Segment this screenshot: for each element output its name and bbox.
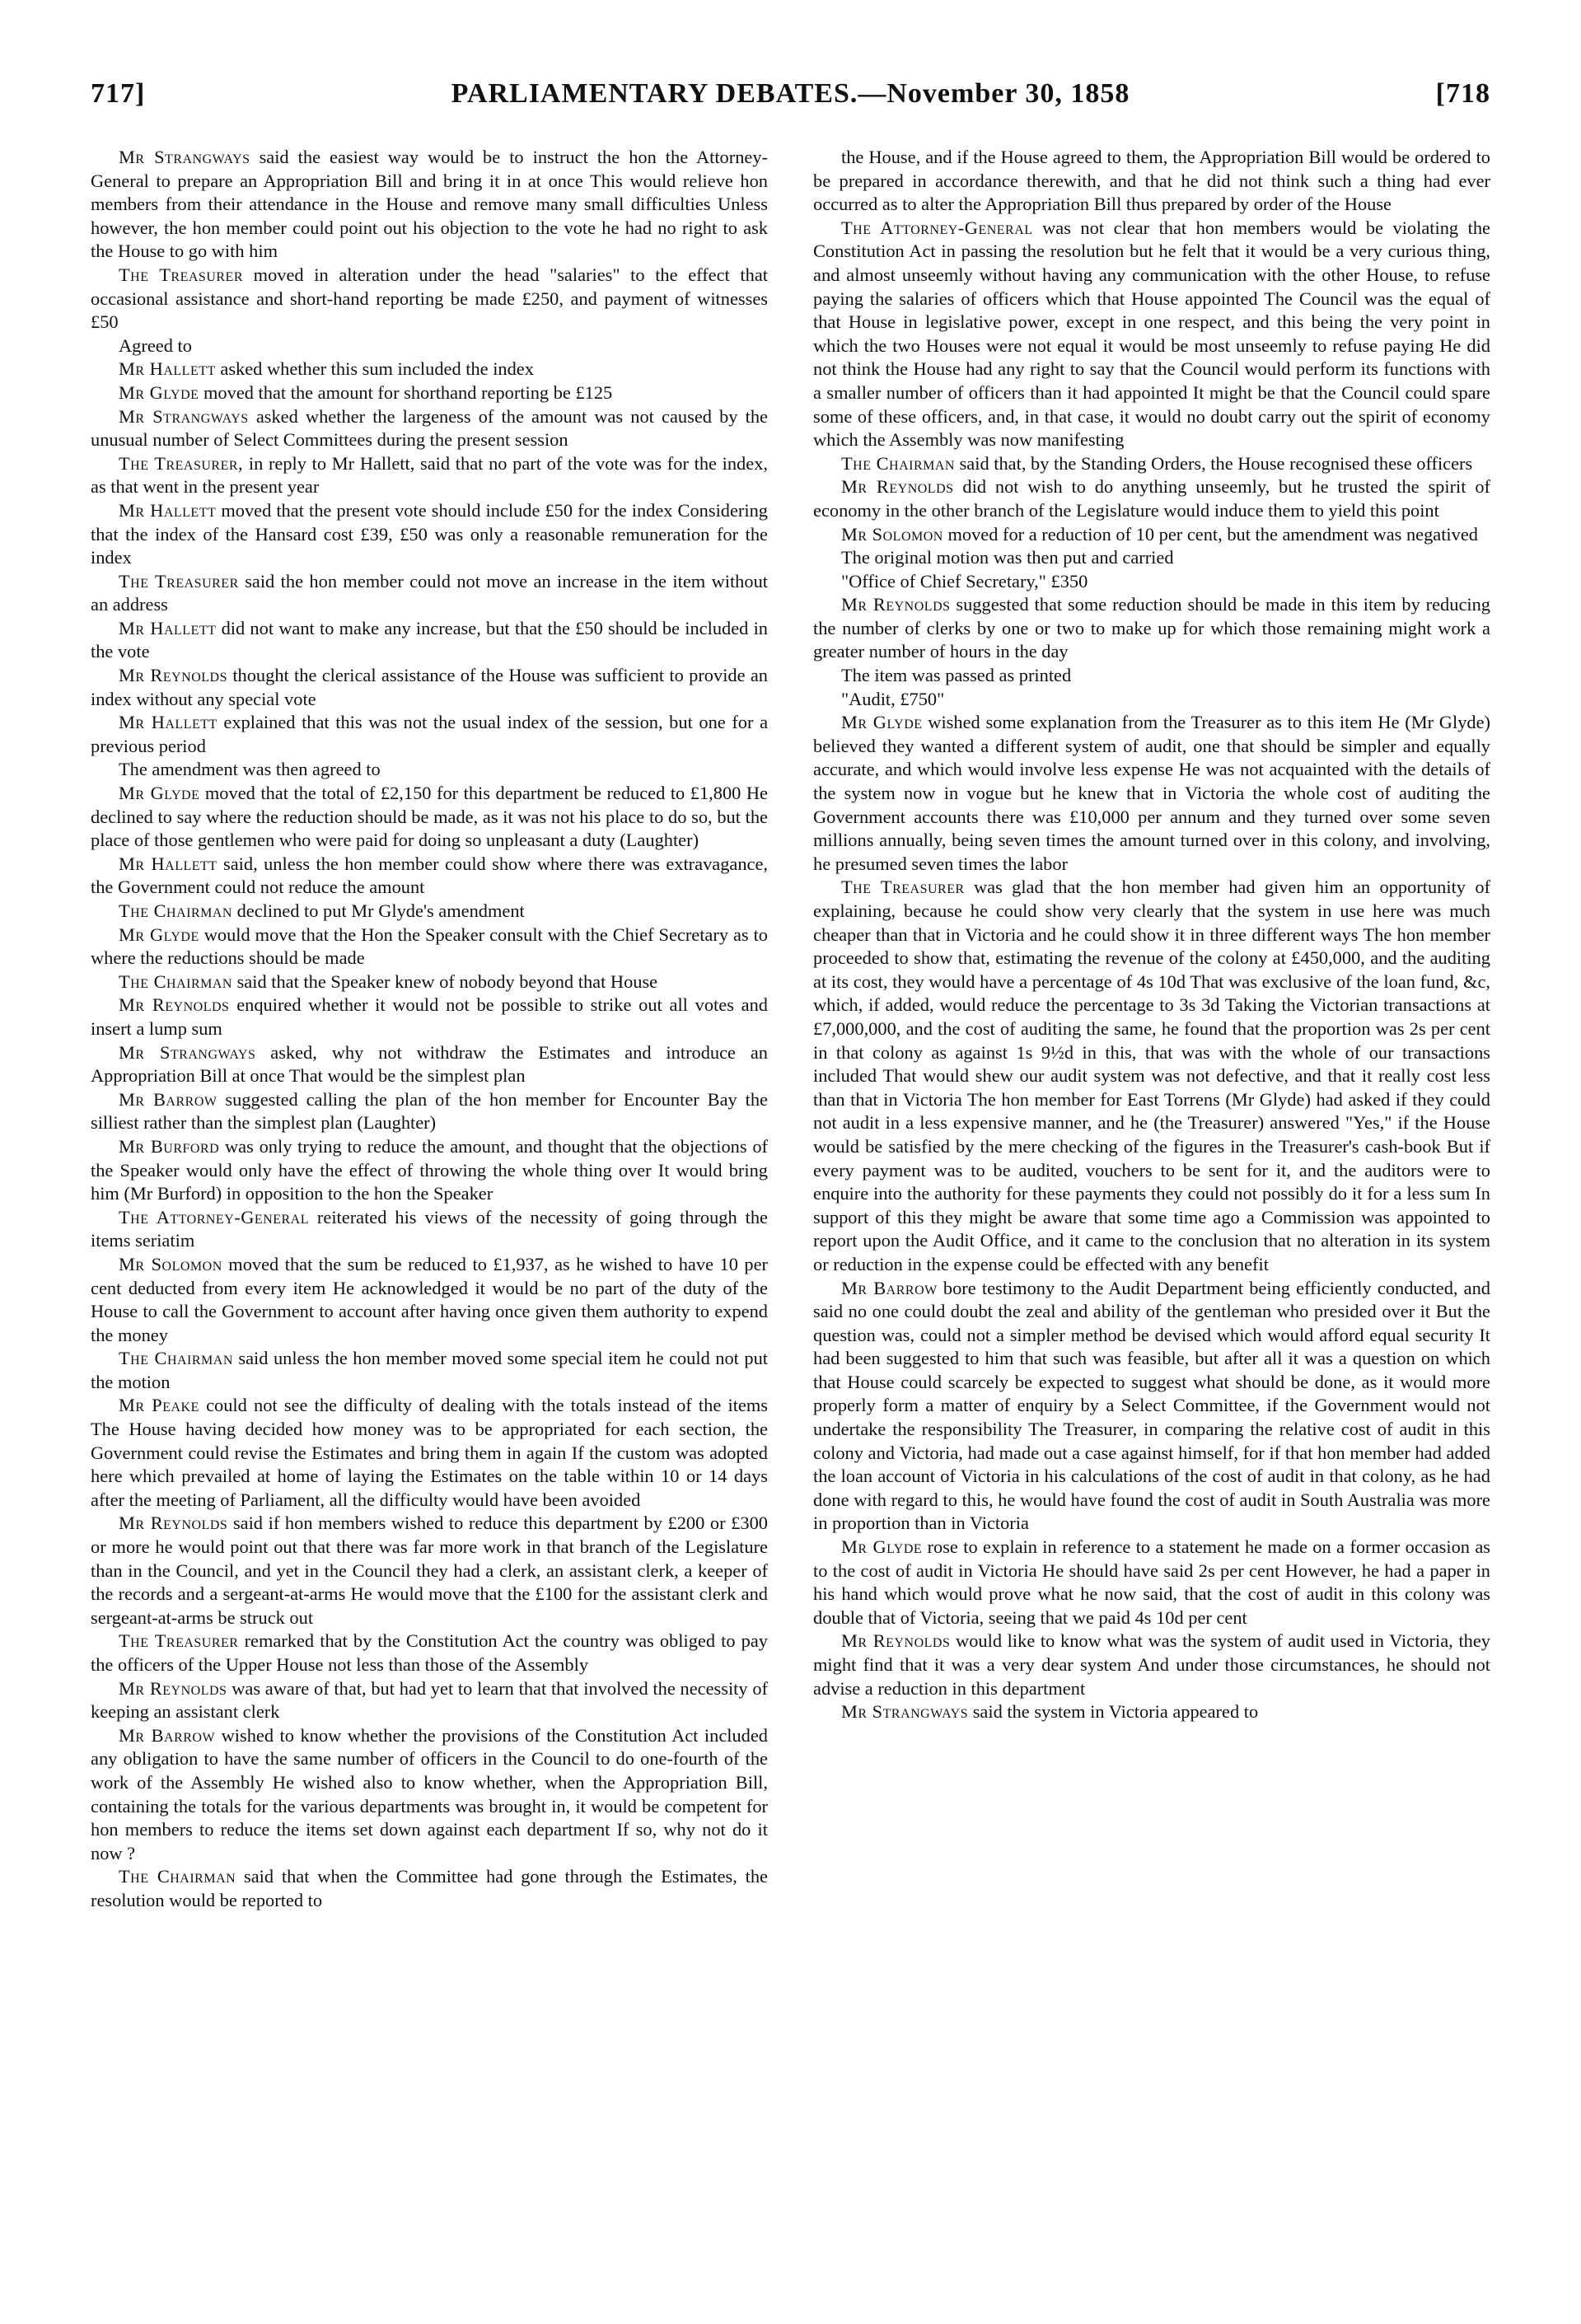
speaker-name: The Treasurer bbox=[119, 570, 239, 592]
speech-text: moved for a reduction of 10 per cent, but the amendment was negatived bbox=[947, 523, 1478, 545]
speech-text: said if hon members wished to reduce this department by £200 or £300 or more he would point out that there was far more work in that branch of the Legislature than in the Council, and yet in the Council they had a clerk, an assistant clerk, a keeper of the records and a sergeant-at-arms He would move that the £100 for the assistant clerk and sergeant-at-arms be struck out bbox=[91, 1513, 768, 1628]
left-column bbox=[91, 146, 768, 1913]
speech-text: moved that the sum be reduced to £1,937, as he wished to have 10 per cent deducted from every item He acknowledged it would be no part of the duty of the House to call the Government to account after having once given them authority to expend the money bbox=[91, 1253, 768, 1345]
speaker-name: Mr Solomon bbox=[841, 523, 943, 545]
speech-text: the House, and if the House agreed to them, the Appropriation Bill would be ordered to be prepared in accordance therewith, and that he did not think such a thing had ever occurred as to alter the Appropriation Bill thus prepared by order of the House bbox=[813, 147, 1490, 215]
speech-text: enquired whether it would not be possible to strike out all votes and insert a lump sum bbox=[91, 994, 768, 1039]
speaker-name: Mr Glyde bbox=[841, 1536, 923, 1558]
speaker-name: Mr Hallett bbox=[119, 853, 218, 874]
speech-text: could not see the difficulty of dealing with the totals instead of the items The House having decided how money was to be appropriated for each section, the Government could revise the Estimates and bring them in again If the custom was adopted here which prevailed at home of laying the Estimates on the table within 10 or 14 days after the meeting of Parliament, all the difficulty would have been avoided bbox=[91, 1395, 768, 1510]
running-title: PARLIAMENTARY DEBATES.—November 30, 1858 bbox=[451, 78, 1130, 109]
text-columns bbox=[91, 146, 1490, 1913]
speech-text: wished to know whether the provisions of the Constitution Act included any obligation to have the same number of officers in the Council to do one-fourth of the work of the Assembly He wished also to know whether, when the Appropriation Bill, containing the totals for the various departments was brought in, it would be competent for hon members to reduce the items set down against each department If so, why not do it now ? bbox=[91, 1724, 769, 1863]
speech-text: said the hon member could not move an increase in the item without an address bbox=[91, 570, 768, 615]
speech-text: rose to explain in reference to a statement he made on a former occasion as to the cost of audit in Victoria He should have said 2s per cent However, he had a paper in his hand which would prove what he now said, that the cost of audit in this colony was double that of Victoria, seeing that we paid 4s 10d per cent bbox=[813, 1536, 1491, 1628]
speech-text: explained that this was not the usual index of the session, but one for a previous period bbox=[91, 712, 769, 756]
speech-text: said the system in Victoria appeared to bbox=[972, 1701, 1259, 1723]
paragraph bbox=[91, 570, 768, 617]
page-header bbox=[91, 78, 1490, 110]
speaker-name: Mr Strangways bbox=[119, 1041, 256, 1063]
paragraph bbox=[813, 1700, 1490, 1724]
paragraph bbox=[91, 358, 768, 381]
paragraph bbox=[91, 146, 768, 264]
speech-text: asked whether the largeness of the amount was not caused by the unusual number of Select Committees during the present session bbox=[91, 405, 768, 451]
speaker-name: Mr Reynolds bbox=[119, 665, 227, 686]
speaker-name: Mr Barrow bbox=[119, 1088, 218, 1110]
speaker-name: The Treasurer, bbox=[119, 452, 244, 474]
speaker-name: The Attorney-General bbox=[841, 217, 1033, 238]
paragraph bbox=[91, 264, 768, 334]
speaker-name: The Chairman bbox=[119, 1348, 233, 1369]
paragraph bbox=[91, 758, 768, 782]
speech-text: remarked that by the Constitution Act the country was obliged to pay the officers of the Upper House not less than those of the Assembly bbox=[91, 1630, 768, 1675]
speaker-name: The Attorney-General bbox=[119, 1206, 309, 1227]
speaker-name: Mr Strangways bbox=[841, 1701, 969, 1723]
paragraph bbox=[813, 688, 1490, 712]
speech-text: did not want to make any increase, but that the £50 should be included in the vote bbox=[91, 617, 768, 662]
speaker-name: Mr Glyde bbox=[119, 381, 199, 403]
paragraph bbox=[813, 1630, 1490, 1700]
speech-text: declined to put Mr Glyde's amendment bbox=[236, 900, 525, 921]
paragraph bbox=[813, 452, 1490, 476]
speaker-name: Mr Burford bbox=[119, 1135, 220, 1157]
speech-text: reiterated his views of the necessity of going through the items seriatim bbox=[91, 1206, 768, 1251]
speaker-name: The Chairman bbox=[119, 1866, 236, 1887]
speaker-name: Mr Reynolds bbox=[841, 1630, 951, 1652]
speech-text: said the easiest way would be to instruct the hon the Attorney-General to prepare an Appropriation Bill and bring it in at once This would relieve hon members from their attendance in the House and remove many small difficulties Unless however, the hon member could point out his objection to the vote he had no right to ask the House to go with him bbox=[91, 147, 768, 262]
speaker-name: The Chairman bbox=[119, 900, 232, 921]
speech-text: was only trying to reduce the amount, and thought that the objections of the Speaker would only have the effect of throwing the whole thing over It would bring him (Mr Burford) in opposition to the hon the Speaker bbox=[91, 1135, 768, 1204]
speech-text: said unless the hon member moved some special item he could not put the motion bbox=[91, 1348, 768, 1392]
speech-text: bore testimony to the Audit Department being efficiently conducted, and said no one could doubt the zeal and ability of the gentleman who presided over it But the question was, could not a simpler method be devised which would afford equal security It had been suggested to him that such was feasible, but after all it was a question on which that House could scarcely be expected to suggest what should be done, as it would more properly form a matter of enquiry by a Select Committee, if the Government would not undertake the responsibility The Treasurer, in comparing the relative cost of audit in this colony and Victoria, had made out a case against himself, for if that hon member had added the loan account of Victoria in his calculations of the cost of audit in that colony, as he had done with regard to this, he would have found the cost of audit in South Australia was more in proportion than in Victoria bbox=[813, 1277, 1490, 1534]
paragraph bbox=[91, 334, 768, 358]
paragraph bbox=[91, 381, 768, 405]
speech-text: suggested calling the plan of the hon member for Encounter Bay the silliest rather than the simplest plan (Laughter) bbox=[91, 1088, 768, 1134]
speech-text: The item was passed as printed bbox=[841, 665, 1072, 686]
speaker-name: Mr Strangways bbox=[119, 147, 250, 167]
speech-text: said, unless the hon member could show where there was extravagance, the Government could not reduce the amount bbox=[91, 853, 769, 898]
speech-text: was aware of that, but had yet to learn that that involved the necessity of keeping an assistant clerk bbox=[91, 1677, 768, 1723]
speech-text: "Audit, £750" bbox=[841, 688, 945, 709]
speaker-name: Mr Hallett bbox=[119, 499, 217, 521]
speech-text: asked, why not withdraw the Estimates and introduce an Appropriation Bill at once That would be the simplest plan bbox=[91, 1041, 768, 1087]
paragraph bbox=[91, 1206, 768, 1253]
speech-text: "Office of Chief Secretary," £350 bbox=[841, 570, 1088, 592]
paragraph bbox=[813, 523, 1490, 547]
paragraph bbox=[813, 1536, 1490, 1630]
speaker-name: Mr Hallett bbox=[119, 358, 216, 380]
paragraph bbox=[91, 1630, 768, 1676]
paragraph bbox=[813, 217, 1490, 452]
speaker-name: Mr Reynolds bbox=[119, 1677, 227, 1699]
paragraph bbox=[91, 1041, 768, 1088]
paragraph bbox=[91, 1865, 768, 1912]
speech-text: said that when the Committee had gone through the Estimates, the resolution would be reported to bbox=[91, 1866, 768, 1910]
paragraph bbox=[813, 711, 1490, 876]
paragraph bbox=[813, 146, 1490, 217]
paragraph bbox=[91, 711, 768, 758]
speech-text: would like to know what was the system of audit used in Victoria, they might find that it was a very dear system And under those circumstances, he should not advise a reduction in this department bbox=[813, 1630, 1490, 1699]
speech-text: was not clear that hon members would be violating the Constitution Act in passing the resolution but he felt that it would be a very curious thing, and almost unseemly without having any communication with the other House, to refuse paying the salaries of officers which that House appointed The Council was the equal of that House in legislative power, except in one respect, and this being the very point in which the two Houses were not equal it would be most unseemly to refuse paying He did not think the House had any right to say that the Council would perform its functions with a smaller number of officers than it had appointed It might be that the Council could spare some of these officers, and, in that case, it would no doubt carry out the spirit of economy which the Assembly was now manifesting bbox=[813, 217, 1490, 451]
left-page-number: 717] bbox=[91, 78, 146, 109]
paragraph bbox=[813, 876, 1490, 1276]
paragraph bbox=[813, 546, 1490, 570]
speech-text: suggested that some reduction should be made in this item by reducing the number of clerks by one or two to make up for which those remaining might work a greater number of hours in the day bbox=[813, 594, 1490, 662]
speaker-name: Mr Glyde bbox=[841, 712, 923, 733]
paragraph bbox=[813, 664, 1490, 688]
paragraph bbox=[91, 1347, 768, 1394]
paragraph bbox=[91, 853, 768, 900]
speaker-name: The Chairman bbox=[841, 452, 955, 474]
right-column bbox=[813, 146, 1490, 1913]
speaker-name: Mr Glyde bbox=[119, 783, 200, 804]
speech-text: moved in alteration under the head "salaries" to the effect that occasional assistance and short-hand reporting be made £250, and payment of witnesses £50 bbox=[91, 264, 768, 333]
paragraph bbox=[91, 1512, 768, 1630]
paragraph bbox=[91, 405, 768, 452]
speech-text: was glad that the hon member had given him an opportunity of explaining, because he could show very clearly that the system in use here was much cheaper than that in Victoria and he could show it in three different ways The hon member proceeded to show that, estimating the revenue of the colony at £450,000, and the auditing at its cost, they would have a percentage of 4s 10d That was exclusive of the loan fund, &c, which, if added, would reduce the percentage to 3s 3d Taking the Victorian transactions at £7,000,000, and the cost of auditing the same, he found that the proportion was 2s per cent in that colony as against 1s 9½d in this, that was with the whole of our transactions included That would shew our audit system was not defective, and that it really cost less than that in Victoria The hon member for East Torrens (Mr Glyde) had asked if they could not audit in a less expensive manner, and he (the Treasurer) answered "Yes," if the House would be satisfied by the mere checking of the figures in the Treasurer's cash-book But if every payment was to be audited, vouchers to be sent for it, and the auditors were to enquire into the authority for these payments they could not possibly do it for a less sum In support of this they might be aware that some time ago a Commission was appointed to report upon the Audit Office, and it came to the conclusion that no alteration in its system or reduction in the expense could be effected with any benefit bbox=[813, 877, 1490, 1274]
speaker-name: Mr Barrow bbox=[841, 1277, 938, 1298]
paragraph bbox=[91, 499, 768, 570]
speech-text: said that, by the Standing Orders, the House recognised these officers bbox=[959, 452, 1473, 474]
speech-text: The amendment was then agreed to bbox=[119, 759, 381, 780]
speech-text: said that the Speaker knew of nobody beyond that House bbox=[236, 970, 658, 992]
paragraph bbox=[91, 452, 768, 499]
paragraph bbox=[91, 924, 768, 970]
speaker-name: Mr Barrow bbox=[119, 1724, 216, 1746]
paragraph bbox=[91, 782, 768, 853]
speaker-name: Mr Strangways bbox=[119, 405, 249, 427]
speech-text: moved that the total of £2,150 for this department be reduced to £1,800 He declined to say where the reduction should be made, as it was not his place to do so, but the place of those gentlemen who were paid for doing so unpleasant a duty (Laughter) bbox=[91, 783, 768, 851]
speaker-name: Mr Glyde bbox=[119, 924, 199, 945]
speech-text: wished some explanation from the Treasurer as to this item He (Mr Glyde) believed they wanted a different system of audit, one that should be simpler and equally accurate, and which would involve less expense He was not acquainted with the details of the system now in vogue but he knew that in Victoria the whole cost of auditing the Government accounts there was £10,000 per annum and they turned over some seven millions annually, being seven times the amount turned over in this colony, and involving, he presumed seven times the labor bbox=[813, 712, 1490, 874]
speech-text: moved that the present vote should include £50 for the index Considering that the index of the Hansard cost £39, £50 was only a reasonable remuneration for the index bbox=[91, 499, 768, 568]
paragraph bbox=[91, 1677, 768, 1724]
speech-text: in reply to Mr Hallett, said that no part of the vote was for the index, as that went in the present year bbox=[91, 452, 768, 498]
paragraph bbox=[91, 994, 768, 1040]
speaker-name: The Chairman bbox=[119, 970, 232, 992]
speaker-name: Mr Reynolds bbox=[119, 1513, 228, 1534]
paragraph bbox=[91, 970, 768, 994]
right-page-number: [718 bbox=[1435, 78, 1490, 109]
paragraph bbox=[91, 1088, 768, 1135]
paragraph bbox=[91, 1135, 768, 1206]
paragraph bbox=[91, 664, 768, 711]
speaker-name: Mr Peake bbox=[119, 1395, 199, 1416]
paragraph bbox=[813, 475, 1490, 522]
speech-text: did not wish to do anything unseemly, but he trusted the spirit of economy in the other branch of the Legislature would induce them to yield this point bbox=[813, 476, 1491, 521]
paragraph bbox=[91, 617, 768, 664]
speaker-name: Mr Reynolds bbox=[841, 594, 951, 615]
speaker-name: Mr Solomon bbox=[119, 1253, 222, 1274]
speaker-name: Mr Reynolds bbox=[841, 476, 954, 498]
speaker-name: The Treasurer bbox=[119, 1630, 239, 1652]
paragraph bbox=[813, 570, 1490, 594]
speaker-name: The Treasurer bbox=[119, 264, 243, 285]
speech-text: asked whether this sum included the index bbox=[220, 358, 534, 380]
speech-text: Agreed to bbox=[119, 334, 192, 356]
speaker-name: Mr Reynolds bbox=[119, 994, 230, 1016]
paragraph bbox=[91, 1253, 768, 1347]
speech-text: thought the clerical assistance of the House was sufficient to provide an index without any special vote bbox=[91, 665, 768, 709]
paragraph bbox=[813, 593, 1490, 664]
paragraph bbox=[91, 1394, 768, 1512]
speaker-name: The Treasurer bbox=[841, 877, 965, 898]
paragraph bbox=[91, 900, 768, 924]
speech-text: would move that the Hon the Speaker consult with the Chief Secretary as to where the reductions should be made bbox=[91, 924, 769, 969]
speech-text: The original motion was then put and carried bbox=[841, 547, 1174, 568]
paragraph bbox=[813, 1277, 1490, 1536]
speaker-name: Mr Hallett bbox=[119, 617, 217, 638]
paragraph bbox=[91, 1724, 768, 1866]
speaker-name: Mr Hallett bbox=[119, 712, 218, 733]
speech-text: moved that the amount for shorthand reporting be £125 bbox=[203, 381, 613, 403]
